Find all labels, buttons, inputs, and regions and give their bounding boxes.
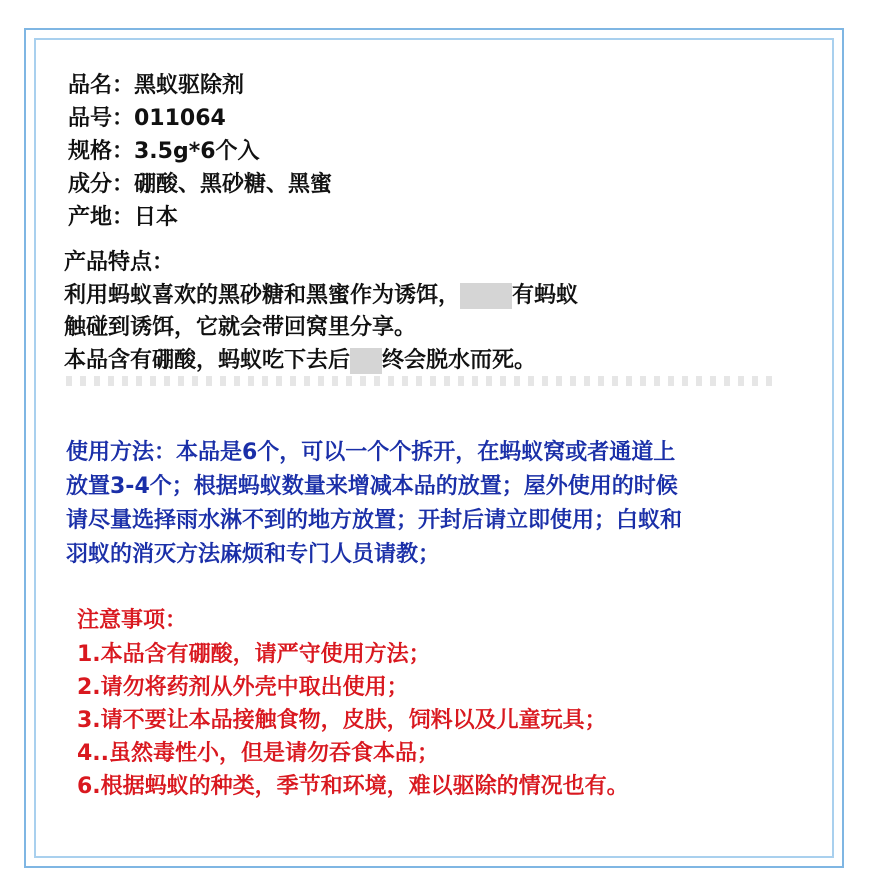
features-line-2: 触碰到诱饵，它就会带回窝里分享。	[64, 315, 417, 340]
redacted-block	[350, 348, 382, 374]
product-spec: 规格：3.5g*6个入	[68, 139, 260, 164]
features-line-1-end: 有蚂蚁	[512, 283, 579, 308]
caution-item: 6.根据蚂蚁的种类，季节和环境，难以驱除的情况也有。	[77, 774, 629, 799]
product-ingredients: 成分：硼酸、黑砂糖、黑蜜	[68, 172, 333, 197]
features-line-3-end: 终会脱水而死。	[382, 348, 537, 373]
product-name: 品名：黑蚁驱除剂	[68, 73, 245, 98]
usage-line-4: 羽蚁的消灭方法麻烦和专门人员请教；	[66, 542, 441, 567]
caution-item: 4..虽然毒性小，但是请勿吞食本品；	[77, 741, 440, 766]
caution-item: 2.请勿将药剂从外壳中取出使用；	[77, 675, 409, 700]
usage-line-2: 放置3-4个；根据蚂蚁数量来增减本品的放置；屋外使用的时候	[66, 474, 678, 499]
features-line-1-start: 利用蚂蚁喜欢的黑砂糖和黑蜜作为诱饵，	[64, 283, 461, 308]
usage-line-1: 使用方法：本品是6个，可以一个个拆开，在蚂蚁窝或者通道上	[66, 440, 676, 465]
features-heading: 产品特点：	[64, 250, 175, 275]
product-origin: 产地：日本	[68, 205, 179, 230]
caution-item: 3.请不要让本品接触食物，皮肤，饲料以及儿童玩具；	[77, 708, 607, 733]
caution-item: 1.本品含有硼酸，请严守使用方法；	[77, 642, 431, 667]
features-line-3-start: 本品含有硼酸，蚂蚁吃下去后	[64, 348, 351, 373]
redacted-block	[460, 283, 512, 309]
cautions-heading: 注意事项：	[77, 608, 188, 633]
features-line-1	[64, 281, 578, 311]
product-code: 品号：011064	[68, 106, 226, 131]
features-line-3	[64, 346, 536, 376]
usage-line-3: 请尽量选择雨水淋不到的地方放置；开封后请立即使用；白蚁和	[66, 508, 683, 533]
cropped-text-strip	[66, 376, 780, 386]
